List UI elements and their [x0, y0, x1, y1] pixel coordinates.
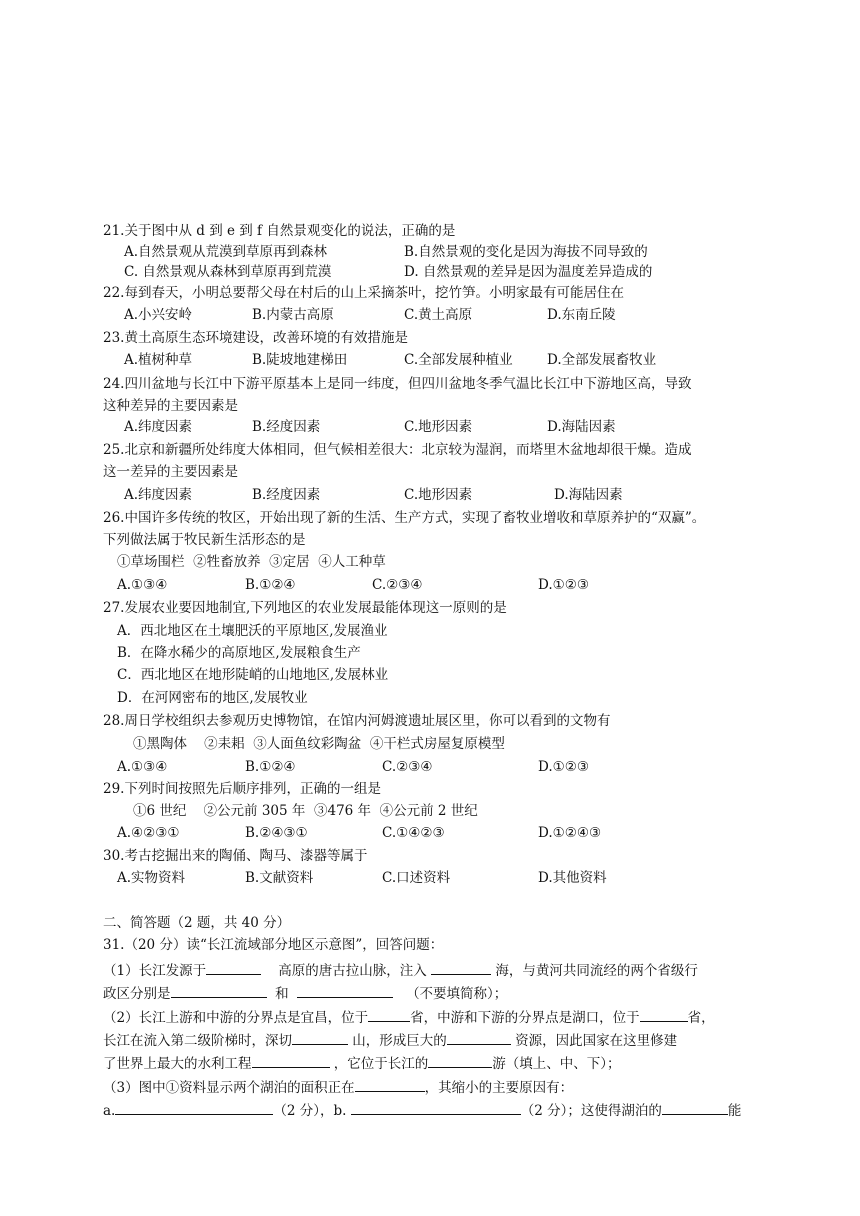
q23-stem: 23.黄土高原生态环境建设，改善环境的有效措施是	[103, 330, 408, 346]
q31-p3-text-d: （2 分），b.	[273, 1103, 347, 1119]
q25-option-a: A.纬度因素	[124, 487, 193, 503]
q24-stem-line2: 这种差异的主要因素是	[103, 398, 238, 414]
q31-p1-text-a: （1）长江发源于	[103, 963, 207, 979]
q27-option-b: B．在降水稀少的高原地区,发展粮食生产	[117, 645, 361, 661]
q31-p2-text-e: 山，形成巨大的	[352, 1033, 447, 1049]
q21-option-c: C. 自然景观从森林到草原再到荒漠	[124, 264, 332, 280]
q29-stem: 29.下列时间按照先后顺序排列，正确的一组是	[103, 781, 381, 797]
blank-yichang-province[interactable]	[368, 1007, 410, 1022]
q25-option-c: C.地形因素	[404, 487, 473, 503]
q28-option-d: D.①②③	[538, 759, 589, 775]
q31-part1-line2	[103, 983, 507, 1004]
q22-stem: 22.每到春天，小明总要帮父母在村后的山上采摘茶叶，挖竹笋。小明家最有可能居住在	[103, 285, 624, 301]
q28-option-b: B.①②④	[245, 759, 296, 775]
q27-option-d: D．在河网密布的地区,发展牧业	[117, 690, 308, 706]
q22-option-d: D.东南丘陵	[547, 307, 616, 323]
q31-p1-text-b: 高原的唐古拉山脉，注入	[278, 963, 427, 979]
q31-part1-line1	[103, 960, 698, 981]
q27-option-c: C．西北地区在地形陡峭的山地地区,发展林业	[117, 667, 389, 683]
q31-p2-text-g: 了世界上最大的水利工程	[103, 1056, 252, 1072]
section2-heading: 二、简答题（2 题，共 40 分）	[103, 915, 291, 931]
blank-resource[interactable]	[447, 1030, 511, 1045]
q23-option-c: C.全部发展种植业	[404, 352, 513, 368]
q31-p3-text-a: （3）图中①资料显示两个湖泊的面积正在	[103, 1080, 355, 1096]
q31-part2-line1	[103, 1007, 715, 1028]
q31-p2-text-a: （2）长江上游和中游的分界点是宜昌，位于	[103, 1010, 369, 1026]
q31-p1-text-e: 和	[275, 986, 289, 1002]
q25-option-b: B.经度因素	[252, 487, 321, 503]
blank-sea[interactable]	[431, 960, 491, 975]
q30-option-a: A.实物资料	[117, 870, 186, 886]
blank-source-plateau[interactable]	[206, 960, 261, 975]
blank-reach[interactable]	[428, 1053, 492, 1068]
q30-option-c: C.口述资料	[382, 870, 451, 886]
q26-option-a: A.①③④	[117, 577, 168, 593]
q31-stem: 31.（20 分）读“长江流域部分地区示意图”，回答问题：	[103, 937, 444, 953]
q21-option-a: A.自然景观从荒漠到草原再到森林	[124, 244, 328, 260]
q27-option-a: A．西北地区在土壤肥沃的平原地区,发展渔业	[117, 623, 388, 639]
q21-option-d: D. 自然景观的差异是因为温度差异造成的	[404, 264, 653, 280]
q31-part2-line2	[103, 1030, 677, 1051]
q26-option-c: C.②③④	[372, 577, 423, 593]
blank-hukou-province[interactable]	[640, 1007, 688, 1022]
q22-option-c: C.黄土高原	[404, 307, 473, 323]
q29-option-b: B.②④③①	[245, 825, 308, 841]
q23-option-b: B.陡坡地建梯田	[252, 352, 348, 368]
q23-option-d: D.全部发展畜牧业	[547, 352, 657, 368]
q21-stem: 21.关于图中从 d 到 e 到 f 自然景观变化的说法，正确的是	[103, 223, 456, 239]
q31-part3-line2	[103, 1100, 741, 1121]
q30-stem: 30.考古挖掘出来的陶俑、陶马、漆器等属于	[103, 848, 368, 864]
q29-option-d: D.①②④③	[538, 825, 602, 841]
q31-p1-text-c: 海，与黄河共同流经的两个省级行	[495, 963, 698, 979]
blank-project[interactable]	[252, 1053, 330, 1068]
q31-part2-line3	[103, 1053, 621, 1074]
q31-p2-text-f: 资源，因此国家在这里修建	[515, 1033, 678, 1049]
q26-stem-line2: 下列做法属于牧民新生活形态的是	[103, 532, 306, 548]
blank-mountain[interactable]	[292, 1030, 348, 1045]
blank-reason-b[interactable]	[351, 1100, 521, 1115]
q31-p3-text-e: （2 分）；这使得湖泊的	[520, 1103, 662, 1119]
q29-option-a: A.④②③①	[117, 825, 180, 841]
q29-items: ①6 世纪 ②公元前 305 年 ③476 年 ④公元前 2 世纪	[133, 803, 478, 819]
q31-p2-text-c: 省，	[687, 1010, 715, 1026]
blank-lake-function[interactable]	[662, 1100, 728, 1115]
q28-option-a: A.①③④	[117, 759, 168, 775]
q24-option-d: D.海陆因素	[547, 419, 616, 435]
q24-option-a: A.纬度因素	[124, 419, 193, 435]
q31-p1-text-d: 政区分别是	[103, 986, 171, 1002]
q25-stem-line1: 25.北京和新疆所处纬度大体相同，但气候相差很大：北京较为湿润，而塔里木盆地却很干燥。造成	[103, 442, 692, 458]
q31-p2-text-i: 游（填上、中、下）；	[492, 1056, 621, 1072]
q30-option-b: B.文献资料	[245, 870, 314, 886]
q31-p3-text-f: 能	[727, 1103, 742, 1119]
q24-option-b: B.经度因素	[252, 419, 321, 435]
blank-lake-trend[interactable]	[355, 1077, 425, 1092]
q31-p2-text-h: ，它位于长江的	[333, 1056, 429, 1072]
q21-option-b: B.自然景观的变化是因为海拔不同导致的	[404, 244, 648, 260]
blank-reason-a[interactable]	[115, 1100, 273, 1115]
q28-items: ①黑陶体 ②耒耜 ③人面鱼纹彩陶盆 ④干栏式房屋复原模型	[133, 736, 505, 752]
q27-stem: 27.发展农业要因地制宜,下列地区的农业发展最能体现这一原则的是	[103, 600, 507, 616]
q22-option-a: A.小兴安岭	[124, 307, 193, 323]
q31-p3-text-c: a.	[103, 1103, 116, 1119]
q31-part3-line1	[103, 1077, 573, 1098]
q26-option-d: D.①②③	[538, 577, 589, 593]
q31-p1-text-f: （不要填简称）；	[406, 986, 508, 1002]
q24-stem-line1: 24.四川盆地与长江中下游平原基本上是同一纬度，但四川盆地冬季气温比长江中下游地区高，导致	[103, 376, 692, 392]
q30-option-d: D.其他资料	[538, 870, 607, 886]
q25-stem-line2: 这一差异的主要因素是	[103, 464, 238, 480]
q26-items: ①草场围栏 ②牲畜放养 ③定居 ④人工种草	[117, 554, 386, 570]
q28-stem: 28.周日学校组织去参观历史博物馆，在馆内河姆渡遗址展区里，你可以看到的文物有	[103, 713, 611, 729]
q26-option-b: B.①②④	[245, 577, 296, 593]
q31-p3-text-b: ，其缩小的主要原因有：	[424, 1080, 574, 1096]
q28-option-c: C.②③④	[382, 759, 433, 775]
q23-option-a: A.植树种草	[124, 352, 193, 368]
blank-province-1[interactable]	[171, 983, 267, 998]
q31-p2-text-d: 长江在流入第二级阶梯时，深切	[103, 1033, 292, 1049]
blank-province-2[interactable]	[297, 983, 393, 998]
q22-option-b: B.内蒙古高原	[252, 307, 334, 323]
q24-option-c: C.地形因素	[404, 419, 473, 435]
q25-option-d: D.海陆因素	[554, 487, 623, 503]
q26-stem-line1: 26.中国许多传统的牧区，开始出现了新的生活、生产方式，实现了畜牧业增收和草原养护的“双赢”。	[103, 510, 706, 526]
q31-p2-text-b: 省，中游和下游的分界点是湖口，位于	[410, 1010, 640, 1026]
q29-option-c: C.①④②③	[382, 825, 445, 841]
